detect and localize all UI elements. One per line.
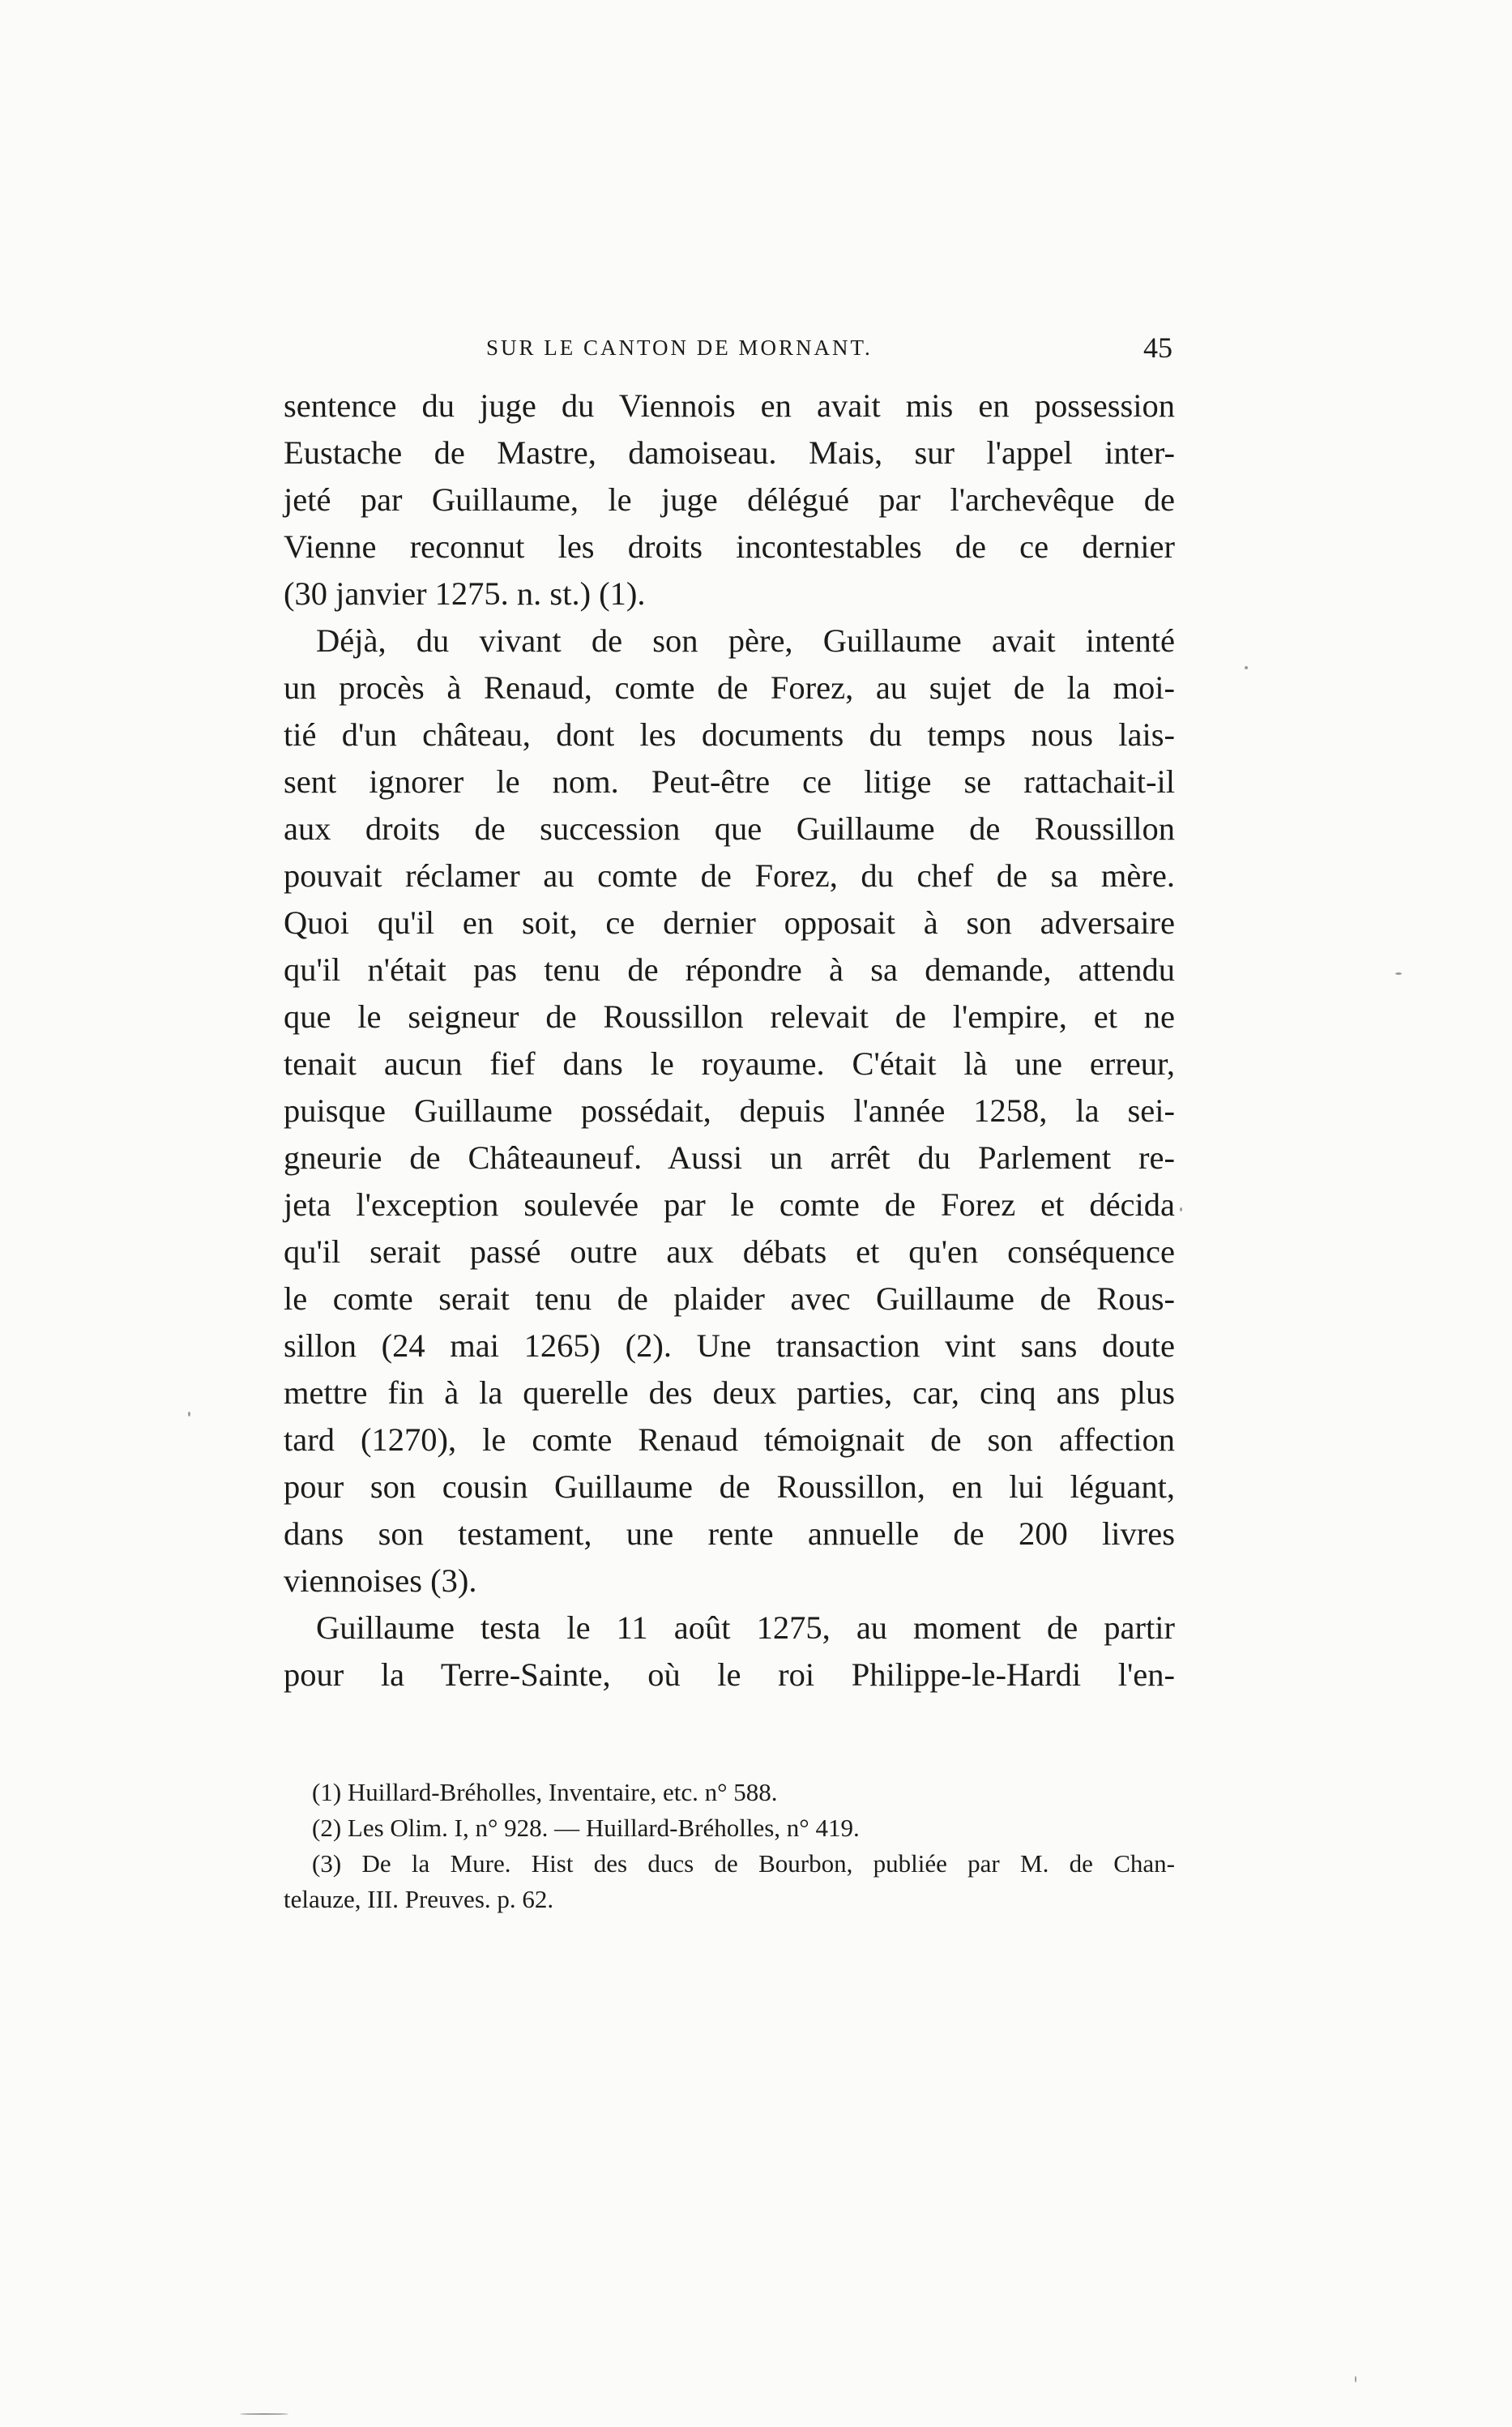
text-line: viennoises (3). bbox=[284, 1562, 477, 1599]
paper-speck bbox=[1245, 666, 1248, 669]
text-line: (30 janvier 1275. n. st.) (1). bbox=[284, 575, 646, 612]
text-line: sillon (24 mai 1265) (2). Une transaction vint sans doute bbox=[284, 1327, 1175, 1364]
text-line: qu'il n'était pas tenu de répondre à sa demande, attendu bbox=[284, 951, 1175, 988]
footnote-2: (2) Les Olim. I, n° 928. — Huillard-Bréholles, n° 419. bbox=[312, 1814, 860, 1842]
text-line: Vienne reconnut les droits incontestables de ce dernier bbox=[284, 528, 1175, 565]
text-line: sentence du juge du Viennois en avait mis en possession bbox=[284, 387, 1175, 424]
text-line: tenait aucun fief dans le royaume. C'était là une erreur, bbox=[284, 1045, 1175, 1082]
text-line: puisque Guillaume possédait, depuis l'année 1258, la sei- bbox=[284, 1092, 1175, 1129]
running-head bbox=[284, 331, 1175, 371]
text-line: pouvait réclamer au comte de Forez, du chef de sa mère. bbox=[284, 857, 1175, 894]
text-line: aux droits de succession que Guillaume de Roussillon bbox=[284, 810, 1175, 847]
text-line: Guillaume testa le 11 août 1275, au moment de partir bbox=[316, 1609, 1175, 1646]
text-line: Déjà, du vivant de son père, Guillaume avait intenté bbox=[316, 622, 1175, 659]
paper-speck bbox=[1395, 972, 1402, 975]
footnote-3: (3) De la Mure. Hist des ducs de Bourbon, publiée par M. de Chan- bbox=[312, 1849, 1175, 1878]
text-line: un procès à Renaud, comte de Forez, au sujet de la moi- bbox=[284, 669, 1175, 706]
text-line: qu'il serait passé outre aux débats et qu'en conséquence bbox=[284, 1233, 1175, 1270]
paper-speck bbox=[188, 1412, 190, 1416]
text-line: Eustache de Mastre, damoiseau. Mais, sur l'appel inter- bbox=[284, 434, 1175, 471]
text-line: dans son testament, une rente annuelle de 200 livres bbox=[284, 1515, 1175, 1552]
paper-speck bbox=[240, 2413, 288, 2415]
text-line: gneurie de Châteauneuf. Aussi un arrêt du Parlement re- bbox=[284, 1139, 1175, 1176]
page-number: 45 bbox=[1143, 331, 1172, 364]
running-title: SUR LE CANTON DE MORNANT. bbox=[486, 335, 873, 360]
footnote-3-continued: telauze, III. Preuves. p. 62. bbox=[284, 1885, 554, 1913]
footnote-1: (1) Huillard-Bréholles, Inventaire, etc. n° 588. bbox=[312, 1778, 778, 1806]
footnotes bbox=[284, 1775, 1175, 1917]
text-line: que le seigneur de Roussillon relevait de l'empire, et ne bbox=[284, 998, 1175, 1035]
text-line: sent ignorer le nom. Peut-être ce litige se rattachait-il bbox=[284, 763, 1175, 800]
text-line: jeta l'exception soulevée par le comte de Forez et décida bbox=[284, 1186, 1175, 1223]
text-line: pour son cousin Guillaume de Roussillon, en lui léguant, bbox=[284, 1468, 1175, 1505]
text-line: jeté par Guillaume, le juge délégué par l'archevêque de bbox=[284, 481, 1175, 518]
paper-speck bbox=[1180, 1207, 1182, 1211]
text-line: mettre fin à la querelle des deux parties, car, cinq ans plus bbox=[284, 1374, 1175, 1411]
text-line: tié d'un château, dont les documents du temps nous lais- bbox=[284, 716, 1175, 753]
text-line: Quoi qu'il en soit, ce dernier opposait à son adversaire bbox=[284, 904, 1175, 941]
text-line: le comte serait tenu de plaider avec Guillaume de Rous- bbox=[284, 1280, 1175, 1317]
text-line: pour la Terre-Sainte, où le roi Philippe-le-Hardi l'en- bbox=[284, 1656, 1175, 1693]
paper-speck bbox=[1355, 2376, 1356, 2382]
body-text bbox=[284, 382, 1175, 1698]
text-line: tard (1270), le comte Renaud témoignait de son affection bbox=[284, 1421, 1175, 1458]
